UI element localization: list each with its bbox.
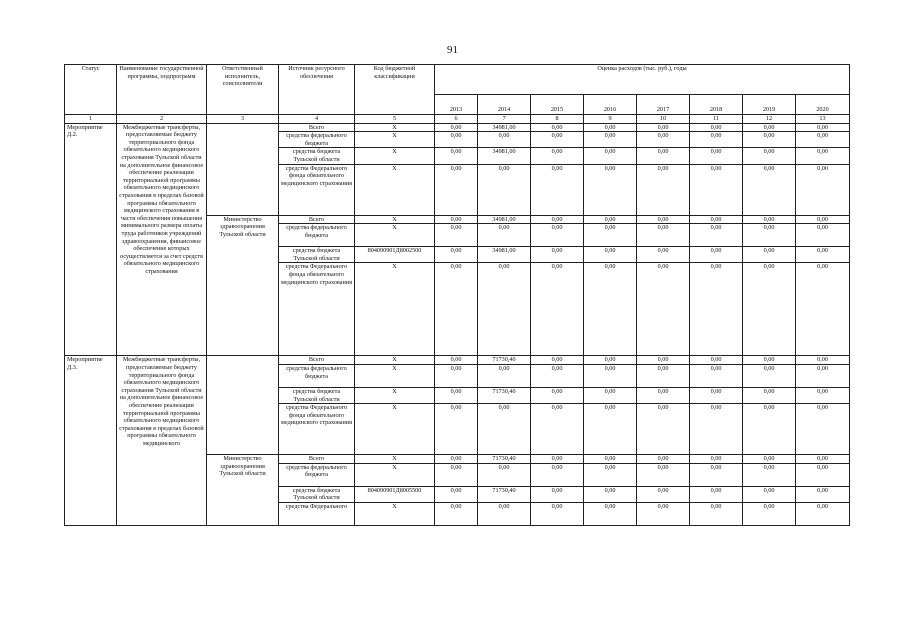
source-cell: Всего — [279, 356, 355, 365]
value-cell: 0,00 — [531, 215, 584, 224]
column-number: 12 — [743, 115, 796, 124]
value-cell: 0,00 — [743, 404, 796, 455]
header-status: Статус — [65, 65, 117, 115]
value-cell: 0,00 — [743, 486, 796, 502]
value-cell: 0,00 — [584, 263, 637, 356]
code-cell: X — [355, 132, 435, 148]
value-cell: 0,00 — [743, 123, 796, 132]
value-cell: 0,00 — [637, 247, 690, 263]
source-cell: средства федерального бюджета — [279, 364, 355, 387]
value-cell: 0,00 — [690, 463, 743, 486]
code-cell: X — [355, 215, 435, 224]
header-executor: Ответственный исполнитель, соисполнители — [207, 65, 279, 115]
value-cell: 0,00 — [796, 404, 850, 455]
column-number: 4 — [279, 115, 355, 124]
status-cell: Мероприятие Д.2. — [65, 123, 117, 356]
value-cell: 0,00 — [796, 455, 850, 464]
column-number: 8 — [531, 115, 584, 124]
value-cell: 71730,40 — [478, 455, 531, 464]
value-cell: 0,00 — [478, 132, 531, 148]
source-cell: средства Федерального — [279, 502, 355, 525]
value-cell: 0,00 — [435, 164, 478, 215]
executor-cell: Министерство здравоохранения Тульской области — [207, 215, 279, 356]
value-cell: 0,00 — [584, 224, 637, 247]
value-cell: 0,00 — [743, 356, 796, 365]
value-cell: 0,00 — [435, 486, 478, 502]
column-number: 9 — [584, 115, 637, 124]
value-cell: 0,00 — [690, 164, 743, 215]
column-number: 10 — [637, 115, 690, 124]
value-cell: 0,00 — [584, 463, 637, 486]
value-cell: 0,00 — [690, 132, 743, 148]
value-cell: 0,00 — [435, 148, 478, 164]
code-cell: X — [355, 224, 435, 247]
value-cell: 0,00 — [435, 123, 478, 132]
value-cell: 0,00 — [743, 455, 796, 464]
value-cell: 0,00 — [584, 455, 637, 464]
header-estimate: Оценка расходов (тыс. руб.), годы — [435, 65, 850, 95]
value-cell: 0,00 — [796, 215, 850, 224]
value-cell: 0,00 — [531, 164, 584, 215]
value-cell: 0,00 — [584, 486, 637, 502]
value-cell: 0,00 — [743, 364, 796, 387]
value-cell: 0,00 — [584, 148, 637, 164]
code-cell: X — [355, 123, 435, 132]
value-cell: 0,00 — [531, 224, 584, 247]
source-cell: средства бюджета Тульской области — [279, 148, 355, 164]
column-number: 11 — [690, 115, 743, 124]
code-cell: X — [355, 387, 435, 403]
value-cell: 0,00 — [637, 123, 690, 132]
header-code: Код бюджетной классификации — [355, 65, 435, 115]
value-cell: 71730,40 — [478, 387, 531, 403]
header-source: Источник ресурсного обеспечения — [279, 65, 355, 115]
value-cell: 0,00 — [796, 123, 850, 132]
value-cell: 0,00 — [435, 455, 478, 464]
executor-cell: Министерство здравоохранения Тульской области — [207, 455, 279, 526]
value-cell: 0,00 — [796, 164, 850, 215]
value-cell: 34981,00 — [478, 123, 531, 132]
column-number: 7 — [478, 115, 531, 124]
value-cell: 0,00 — [531, 148, 584, 164]
value-cell: 0,00 — [637, 387, 690, 403]
header-year: 2016 — [584, 95, 637, 115]
value-cell: 0,00 — [435, 247, 478, 263]
value-cell: 0,00 — [796, 387, 850, 403]
value-cell: 0,00 — [584, 356, 637, 365]
value-cell: 0,00 — [637, 132, 690, 148]
value-cell: 0,00 — [743, 132, 796, 148]
value-cell: 0,00 — [796, 502, 850, 525]
value-cell: 0,00 — [584, 215, 637, 224]
value-cell: 0,00 — [690, 404, 743, 455]
value-cell: 0,00 — [531, 502, 584, 525]
header-year: 2015 — [531, 95, 584, 115]
value-cell: 0,00 — [637, 364, 690, 387]
value-cell: 0,00 — [796, 263, 850, 356]
value-cell: 0,00 — [584, 132, 637, 148]
code-cell: X — [355, 463, 435, 486]
header-year: 2018 — [690, 95, 743, 115]
source-cell: средства Федерального фонда обязательного медицинского страхования — [279, 164, 355, 215]
code-cell: X — [355, 502, 435, 525]
value-cell: 0,00 — [690, 364, 743, 387]
value-cell: 0,00 — [435, 502, 478, 525]
source-cell: средства бюджета Тульской области — [279, 387, 355, 403]
executor-empty-cell — [207, 123, 279, 215]
value-cell: 34981,00 — [478, 215, 531, 224]
value-cell: 0,00 — [531, 132, 584, 148]
value-cell: 0,00 — [690, 123, 743, 132]
value-cell: 0,00 — [690, 502, 743, 525]
value-cell: 0,00 — [796, 356, 850, 365]
value-cell: 0,00 — [796, 247, 850, 263]
value-cell: 0,00 — [637, 486, 690, 502]
value-cell: 0,00 — [531, 463, 584, 486]
value-cell: 0,00 — [690, 455, 743, 464]
value-cell: 0,00 — [531, 356, 584, 365]
value-cell: 0,00 — [584, 387, 637, 403]
table-row — [65, 356, 850, 365]
value-cell: 0,00 — [435, 215, 478, 224]
column-number: 2 — [117, 115, 207, 124]
value-cell: 0,00 — [637, 164, 690, 215]
value-cell: 34981,00 — [478, 247, 531, 263]
value-cell: 0,00 — [743, 224, 796, 247]
source-cell: Всего — [279, 455, 355, 464]
value-cell: 0,00 — [796, 224, 850, 247]
value-cell: 0,00 — [435, 387, 478, 403]
source-cell: Всего — [279, 215, 355, 224]
value-cell: 0,00 — [435, 463, 478, 486]
value-cell: 0,00 — [435, 132, 478, 148]
header-name: Наименование государственной программы, подпрограмм — [117, 65, 207, 115]
code-cell: X — [355, 455, 435, 464]
value-cell: 0,00 — [637, 148, 690, 164]
value-cell: 0,00 — [531, 123, 584, 132]
source-cell: средства бюджета Тульской области — [279, 486, 355, 502]
value-cell: 0,00 — [690, 486, 743, 502]
value-cell: 0,00 — [531, 455, 584, 464]
table-row — [65, 123, 850, 132]
budget-table — [64, 64, 850, 526]
value-cell: 0,00 — [690, 215, 743, 224]
status-cell: Мероприятие Д.3. — [65, 356, 117, 526]
value-cell: 0,00 — [478, 224, 531, 247]
header-year: 2020 — [796, 95, 850, 115]
source-cell: Всего — [279, 123, 355, 132]
value-cell: 0,00 — [743, 263, 796, 356]
value-cell: 0,00 — [637, 356, 690, 365]
value-cell: 0,00 — [478, 502, 531, 525]
value-cell: 0,00 — [690, 387, 743, 403]
value-cell: 0,00 — [690, 356, 743, 365]
value-cell: 0,00 — [796, 486, 850, 502]
page-number: 91 — [447, 44, 458, 56]
code-cell: 804090901Д8005500 — [355, 486, 435, 502]
value-cell: 0,00 — [584, 364, 637, 387]
header-year: 2014 — [478, 95, 531, 115]
value-cell: 0,00 — [584, 247, 637, 263]
value-cell: 0,00 — [690, 224, 743, 247]
executor-empty-cell — [207, 356, 279, 455]
value-cell: 0,00 — [435, 263, 478, 356]
source-cell: средства федерального бюджета — [279, 463, 355, 486]
value-cell: 0,00 — [531, 364, 584, 387]
value-cell: 0,00 — [796, 463, 850, 486]
value-cell: 0,00 — [435, 364, 478, 387]
value-cell: 0,00 — [435, 356, 478, 365]
value-cell: 0,00 — [743, 387, 796, 403]
value-cell: 0,00 — [637, 215, 690, 224]
value-cell: 0,00 — [637, 224, 690, 247]
value-cell: 71730,40 — [478, 356, 531, 365]
value-cell: 0,00 — [637, 404, 690, 455]
value-cell: 0,00 — [478, 404, 531, 455]
value-cell: 0,00 — [584, 123, 637, 132]
value-cell: 0,00 — [531, 247, 584, 263]
code-cell: X — [355, 356, 435, 365]
value-cell: 0,00 — [435, 224, 478, 247]
name-cell: Межбюджетные трансферты, предоставляемые бюджету территориального фонда обязательного медицинского страхования Тульской области на дополнительное финансовое обеспечение реализации территориальной программы обязательного медицинского страхования в пределах базовой программы обязательного медицинского страхования в части обеспечения повышения минимального размера оплаты труда работников учреждений здравоохранения, финансовое обеспечение которых осуществляется за счет средств обязательного медицинского страхования — [117, 123, 207, 356]
value-cell: 0,00 — [531, 486, 584, 502]
value-cell: 0,00 — [637, 263, 690, 356]
value-cell: 0,00 — [637, 455, 690, 464]
code-cell: X — [355, 404, 435, 455]
column-number: 13 — [796, 115, 850, 124]
value-cell: 0,00 — [690, 148, 743, 164]
value-cell: 0,00 — [690, 247, 743, 263]
value-cell: 0,00 — [637, 463, 690, 486]
code-cell: X — [355, 263, 435, 356]
value-cell: 0,00 — [478, 164, 531, 215]
value-cell: 0,00 — [796, 148, 850, 164]
value-cell: 0,00 — [478, 364, 531, 387]
column-number: 5 — [355, 115, 435, 124]
value-cell: 0,00 — [637, 502, 690, 525]
value-cell: 0,00 — [435, 404, 478, 455]
value-cell: 0,00 — [796, 364, 850, 387]
column-number: 3 — [207, 115, 279, 124]
value-cell: 0,00 — [531, 387, 584, 403]
value-cell: 0,00 — [796, 132, 850, 148]
header-year: 2019 — [743, 95, 796, 115]
source-cell: средства бюджета Тульской области — [279, 247, 355, 263]
value-cell: 0,00 — [531, 404, 584, 455]
value-cell: 0,00 — [743, 148, 796, 164]
code-cell: X — [355, 164, 435, 215]
header-year: 2013 — [435, 95, 478, 115]
value-cell: 71730,40 — [478, 486, 531, 502]
column-number: 6 — [435, 115, 478, 124]
column-number: 1 — [65, 115, 117, 124]
value-cell: 0,00 — [743, 215, 796, 224]
value-cell: 0,00 — [743, 247, 796, 263]
value-cell: 0,00 — [743, 463, 796, 486]
value-cell: 34981,00 — [478, 148, 531, 164]
source-cell: средства федерального бюджета — [279, 132, 355, 148]
value-cell: 0,00 — [478, 463, 531, 486]
value-cell: 0,00 — [478, 263, 531, 356]
value-cell: 0,00 — [584, 164, 637, 215]
code-cell: X — [355, 148, 435, 164]
name-cell: Межбюджетные трансферты, предоставляемые бюджету территориального фонда обязательного медицинского страхования Тульской области на дополнительное финансовое обеспечение реализации территориальной программы обязательного медицинского страхования в пределах базовой программы обязательного медицинского — [117, 356, 207, 526]
value-cell: 0,00 — [584, 502, 637, 525]
value-cell: 0,00 — [531, 263, 584, 356]
source-cell: средства Федерального фонда обязательного медицинского страхования — [279, 404, 355, 455]
value-cell: 0,00 — [690, 263, 743, 356]
value-cell: 0,00 — [743, 502, 796, 525]
source-cell: средства Федерального фонда обязательного медицинского страхования — [279, 263, 355, 356]
value-cell: 0,00 — [584, 404, 637, 455]
value-cell: 0,00 — [743, 164, 796, 215]
code-cell: X — [355, 364, 435, 387]
code-cell: 804090901Д8002500 — [355, 247, 435, 263]
source-cell: средства федерального бюджета — [279, 224, 355, 247]
header-year: 2017 — [637, 95, 690, 115]
